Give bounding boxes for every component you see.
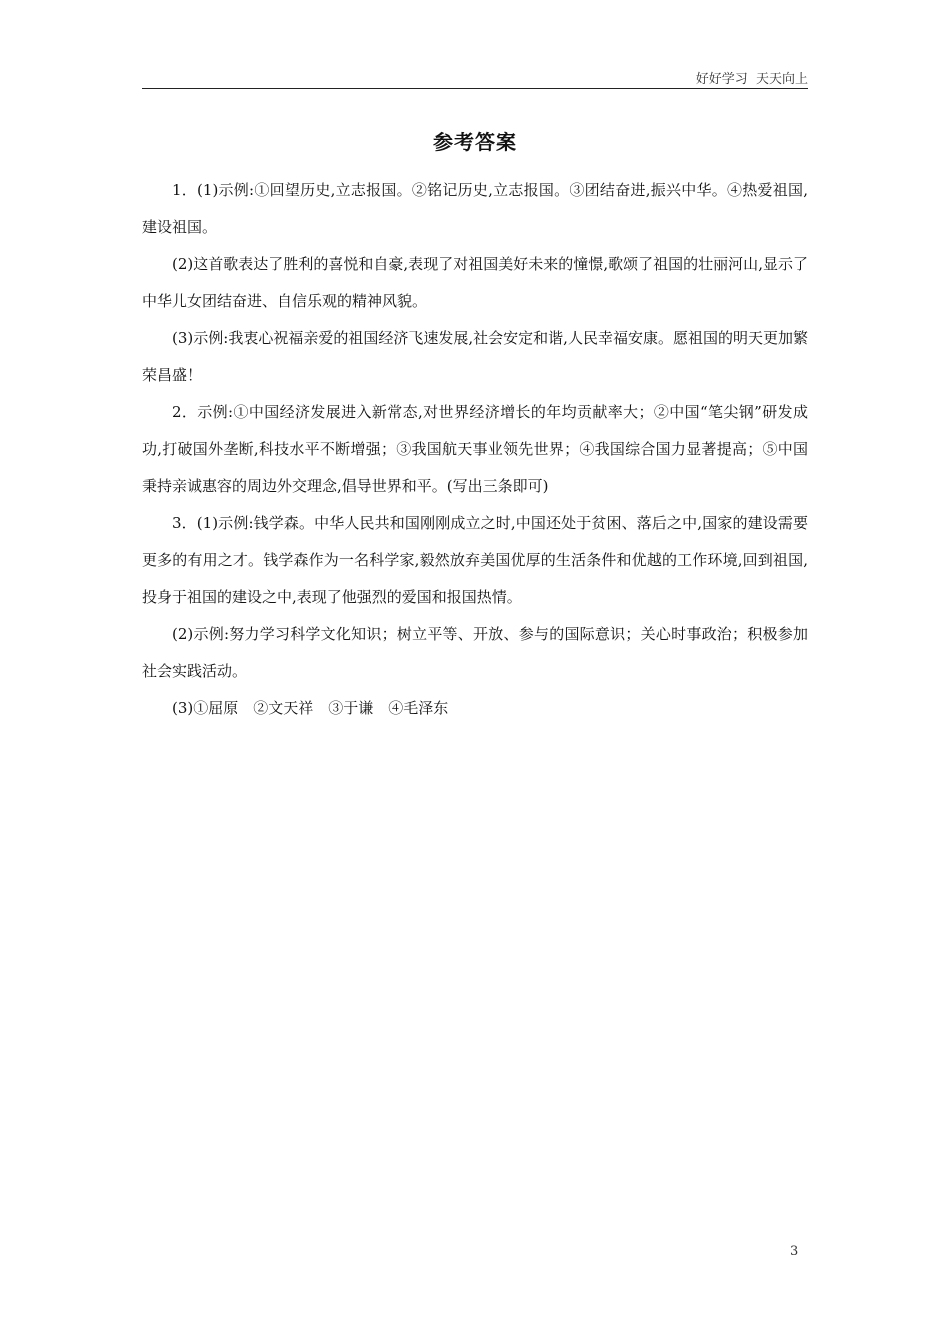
answer-paragraph-6: (2)示例:努力学习科学文化知识；树立平等、开放、参与的国际意识；关心时事政治；积极参加社会实践活动。 xyxy=(142,625,808,680)
answer-paragraph-2: (2)这首歌表达了胜利的喜悦和自豪,表现了对祖国美好未来的憧憬,歌颂了祖国的壮丽河山,显示了中华儿女团结奋进、自信乐观的精神风貌。 xyxy=(142,255,808,310)
header-text: 好好学习 天天向上 xyxy=(695,72,808,87)
answer-paragraph-7: (3)①屈原 ②文天祥 ③于谦 ④毛泽东 xyxy=(172,699,449,717)
answer-paragraph-4: 2．示例:①中国经济发展进入新常态,对世界经济增长的年均贡献率大；②中国“笔尖钢”研发成功,打破国外垄断,科技水平不断增强；③我国航天事业领先世界；④我国综合国力显著提高；⑤中国秉持亲诚惠容的周边外交理念,倡导世界和平。(写出三条即可) xyxy=(142,403,808,495)
answer-paragraph-1: 1．(1)示例:①回望历史,立志报国。②铭记历史,立志报国。③团结奋进,振兴中华。④热爱祖国,建设祖国。 xyxy=(142,181,808,236)
answer-paragraph-3: (3)示例:我衷心祝福亲爱的祖国经济飞速发展,社会安定和谐,人民幸福安康。愿祖国的明天更加繁荣昌盛！ xyxy=(142,329,808,384)
document-title: 参考答案 xyxy=(433,130,517,154)
answer-paragraph-5: 3．(1)示例:钱学森。中华人民共和国刚刚成立之时,中国还处于贫困、落后之中,国家的建设需要更多的有用之才。钱学森作为一名科学家,毅然放弃美国优厚的生活条件和优越的工作环境,回到祖国,投身于祖国的建设之中,表现了他强烈的爱国和报国热情。 xyxy=(142,514,808,606)
page-header xyxy=(142,62,808,89)
answer-content xyxy=(142,172,808,727)
page-number: 3 xyxy=(790,1244,799,1259)
